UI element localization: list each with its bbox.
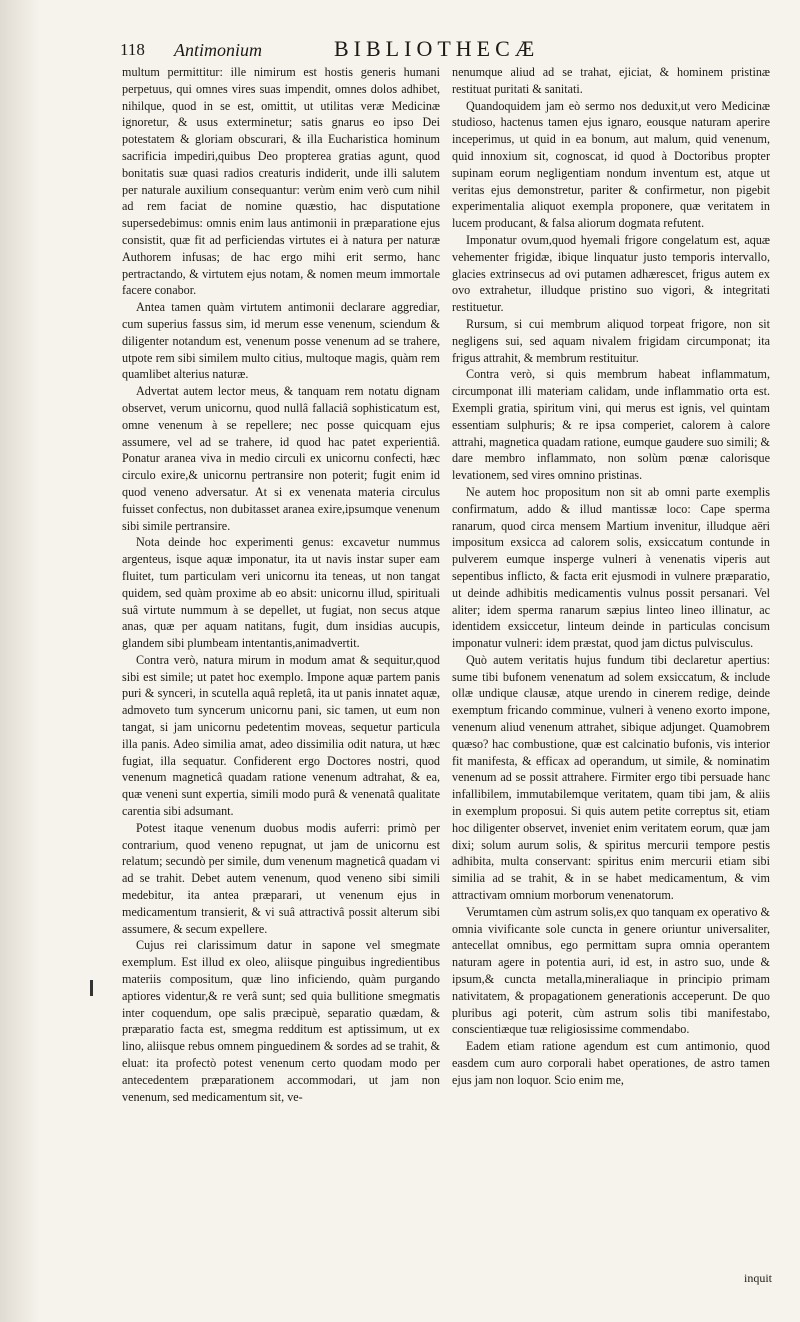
section-title: BIBLIOTHECÆ [334,36,540,61]
paragraph: multum permittitur: ille nimirum est hostis generis humani perpetuus, qui omnes vires suas impendit, omnes dolos adhibet, nihilque, quod in se est, omittit, ut utilitas veræ Medicinæ ignoretur, & usus exterminetur; satis gnarus eo ipso Dei potestatem & gloriam obscurari, & illa Eucharistica hominum sacrificia impediri,quibus Deo propterea gratias agunt, quod bonitatis suæ quasi radios creaturis indiderit, unde illi salutem per naturale auxilium consequantur: verùm enim verò cum nihil ad rem faciat de nomine quæstio, hac disputatione supersedebimus: omnis enim laus antimonii in præparatione ejus consistit, quæ fit ad perficiendas virtutes ei à natura per naturæ Authorem infusas; de hac ergo mihi erit sermo, hanc pertractando, & virtutem ejus notam, & nomen meum immortale facere conabor. [122,65,440,298]
paragraph: Potest itaque venenum duobus modis auferri: primò per contrarium, quod veneno repugnat, ut jam de unicornu est relatum; secundò per simile, dum venenum magneticâ quadam vi ad se trahit. Debet autem venenum, quod veneno sibi simili medebitur, ita antea præparari, ut venenum ejus in medicamentum transierit, & vi suâ attractivâ possit alterum sibi assumere, & secum expellere. [122,820,440,936]
paragraph: Contra verò, natura mirum in modum amat & sequitur,quod sibi est simile; ut patet hoc exemplo. Impone aquæ partem panis puri & synceri, in scutella aquâ repletâ, ita ut panis innatet aquæ, admoveto tum syncerum unicornu pani, sic tamen, ut eum non tangat, si jam unicornu pedetentim moveas, sequetur particula illa panis. Adeo similia amat, adeo dissimilia odit natura, ut hæc fugiat, illa sequatur. Confiderent ergo Doctores nostri, quod venenum magneticâ quadam ratione venenum adtrahat, & ea, quæ veneni sunt expertia, simili modo purâ & venenatâ qualitate carentia sibi adsumant. [122,652,440,819]
paragraph: Antea tamen quàm virtutem antimonii declarare aggrediar, cum superius fassus sim, id merum esse venenum, sciendum & diligenter notandum est, venenum posse venenum ad se trahere, utpote rem sibi similem multo citius, multoque magis, quàm rem quamlibet alterius naturæ. [122,300,440,382]
paragraph: Contra verò, si quis membrum habeat inflammatum, circumponat illi materiam calidam, unde inflammatio orta est. Exempli gratia, spiritum vini, qui merus est ignis, vel quintam essentiam sulphuris; & re ipsa comperiet, calorem à calore attrahi, magnetica quadam ratione, eumque gaudere suo simili; & dare membro inflammato, non solùm pœnæ calorisque levationem, sed vires omnino pristinas. [452,367,770,483]
paragraph: Quò autem veritatis hujus fundum tibi declaretur apertius: sume tibi bufonem venenatum ad solem exsiccatum, & include ollæ undique clausæ, atque urendo in cinerem redige, deinde exemptum fricando comminue, vulneri à veneno exorto impone, venenum aliud venenum attrahet, sibique adjunget. Quamobrem quæso? hac combustione, quæ est calcinatio bufonis, vis interior fit manifesta, & efficax ad operandum, ut simile, & nominatim venenum ad se possit attrahere. Firmiter ergo tibi persuade hanc infallibilem, immutabilemque veritatem, quam tibi jam, & aliis in exemplum proposui. Si quis autem petite correptus sit, etiam hoc diligenter observet, inveniet enim veritatem eorum, quæ jam dixi; solum aurum solis, & spiritus mercurii tempore pestis adhibita, multa conservant: spiritus enim mercurii etiam sibi similia ad se trahit, & in se habet medicamentum, & vim attractivam omnium morborum venenatorum. [452,652,770,903]
paragraph: nenumque aliud ad se trahat, ejiciat, & hominem pristinæ restituat puritati & sanitati. [452,65,770,96]
paragraph: Nota deinde hoc experimenti genus: excavetur nummus argenteus, isque aquæ imponatur, ita ut navis instar super eam fluitet, tum particulam veri unicornu ita teneas, ut non tangat quidem, sed quàm proxime ab eo absit: unicornu illud, spirituali suâ virtute nummum à se depellet, ut fugiat, non secus atque anas, quæ per aquam natitans, fugit, dum insidias aucupis, glandem sibi plumbeam intentantis,animadvertit. [122,535,440,651]
running-title: Antimonium [174,40,262,60]
page-number: 118 [120,40,145,59]
right-column [452,64,770,1089]
paragraph: Quandoquidem jam eò sermo nos deduxit,ut vero Medicinæ studioso, hactenus tamen ejus ignaro, eousque naturam aperire inceperimus, ut quid in ea bonum, aut malum, quid venenum, quid innoxium sit, cognoscat, id quod à Doctoribus propter supinam eorum negligentiam nondum inventum est, atque ut veritas ejus demonstretur, pariter & confirmetur, non pigebit experimentalia aliquot exempla proponere, quæ veritatem in lucem producant, & falsa aliorum dogmata refutent. [452,98,770,231]
ink-mark [90,980,93,996]
binding-shadow [0,0,40,1322]
paragraph: Imponatur ovum,quod hyemali frigore congelatum est, aquæ vehementer frigidæ, ibique linquatur justo temporis intervallo, glacies extrinsecus ad ovi putamen adhærescet, frigus autem ex ovo extrahetur, illudque pristino suo vigori, & integritati restituetur. [452,232,770,315]
paragraph: Verumtamen cùm astrum solis,ex quo tanquam ex operativo & omnia vivificante sole cuncta in genere oriuntur universaliter, antecellat omnibus, ego permittam supra omnia operantem naturam agere in potentia auri, id est, in astro suo, unde & ipsum,& cuncta metalla,mineraliaque in principio primam nativitatem, & propagationem generationis acceperunt. De quo pluribus agi poterit, cùm astrum solis tibi manifestabo, conscientiæque tuæ religiosissime commendabo. [452,904,770,1037]
left-column [122,64,440,1105]
page-header [110,34,710,68]
catchword: inquit [743,1271,772,1285]
paragraph: Advertat autem lector meus, & tanquam rem notatu dignam observet, verum unicornu, quod nullâ fallaciâ sophisticatum est, omne venenum à se repellere; nec posse quicquam ejus assumere, vel ad se trahere, id quod hac patet experientiâ. Ponatur aranea viva in medio circuli ex unicornu confecti, hæc circulo exire,& unicornu pertransire non poterit; fugit enim id quod veneno adversatur. At si ex venenata materia circulus fuisset confectus, non dubitasset aranea exire,ipsumque venenum sibi simile pertransire. [122,384,440,533]
paragraph: Ne autem hoc propositum non sit ab omni parte exemplis confirmatum, addo & illud mantissæ loco: Cape sperma ranarum, quod circa mensem Martium invenitur, illudque aëri impositum exsicca ad calorem solis, exsiccatum contunde in pulverem eumque insperge vulneri à venenatis viperis aut sepentibus inflicto, & facta erit ejusmodi in vulnere præparatio, ut deinde adhibitis medicamentis vulnus possit persanari. Vel aliter; idem sperma ranarum sæpius linteo lineo illinatur, ac identidem exsiccetur, linteum deinde in particulas concisum imponatur vulneri: idem præstat, quod jam dictus pulvisculus. [452,484,770,651]
paragraph: Eadem etiam ratione agendum est cum antimonio, quod easdem cum auro corporali habet operationes, de astro tamen ejus jam non loquor. Scio enim me, [452,1039,770,1087]
paragraph: Rursum, si cui membrum aliquod torpeat frigore, non sit negligens sui, sed aquam nivalem frigidam circumponat; ita frigus attrahit, & membrum restituitur. [452,316,770,365]
paragraph: Cujus rei clarissimum datur in sapone vel smegmate exemplum. Est illud ex oleo, aliisque pinguibus ingredientibus materiis compositum, quæ lino inficiendo, quàm purgando aptiores videntur,& re verâ sunt; sed quia bullitione smegmatis inter coquendum, ope salis præcipuè, separatio quædam, & præparatio facta est, smegma redditum est aptissimum, ut ex lino, aliisque rebus omnem pinguedinem & sordes ad se trahit, & eluat: ita profectò potest venenum certo quodam modo per antecedentem præparationem accommodari, ut jam non venenum, sed medicamentum sit, ve- [122,938,440,1104]
